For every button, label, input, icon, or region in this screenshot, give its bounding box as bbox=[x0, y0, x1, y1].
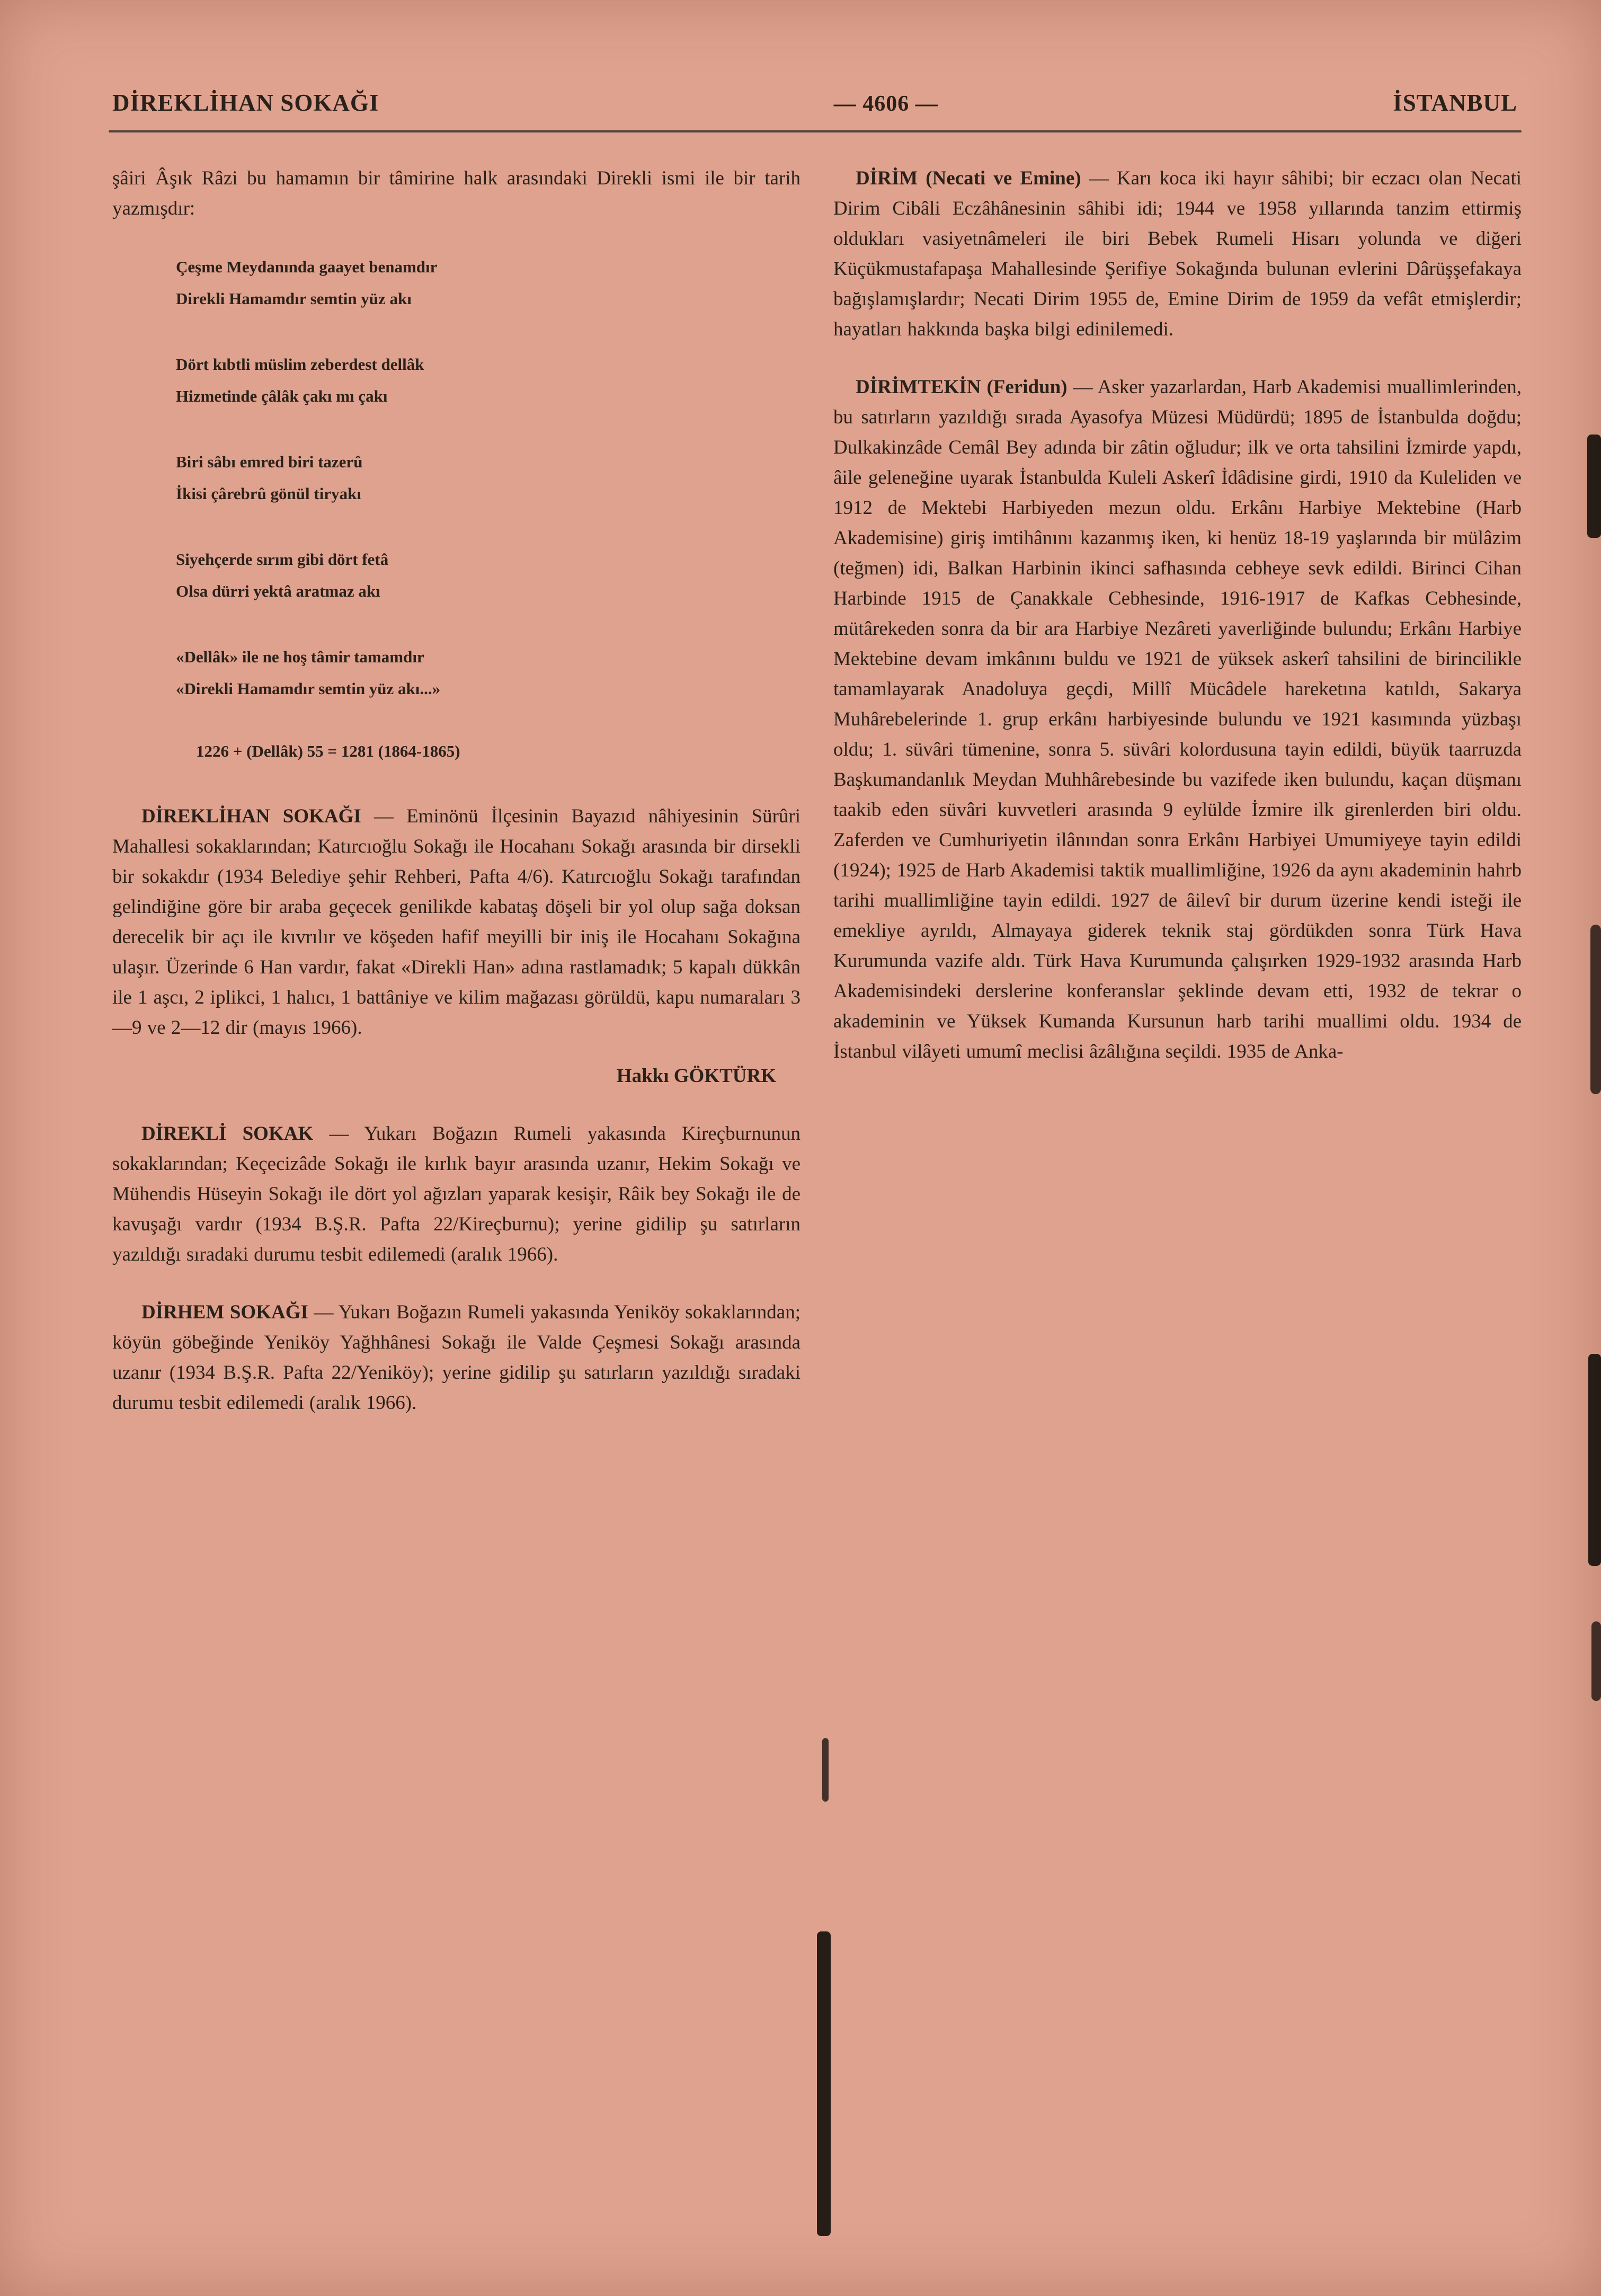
verse-stanza bbox=[176, 251, 800, 315]
article-title: DİRHEM SOKAĞI bbox=[141, 1301, 308, 1323]
verse-stanza bbox=[176, 446, 800, 510]
page-header bbox=[0, 0, 1601, 117]
ink-smudge-gutter-dot bbox=[822, 1738, 829, 1802]
chronogram-line: 1226 + (Dellâk) 55 = 1281 (1864-1865) bbox=[196, 742, 460, 760]
verse-line: Dört kıbtli müslim zeberdest dellâk bbox=[176, 355, 424, 374]
article-body: — Yukarı Boğazın Rumeli yakasında Kireçburnunun sokaklarından; Keçecizâde Sokağı ile kırlık bayır arasında uzanır, Hekim Sokağı ve Mühendis Hüseyin Sokağı ile dört yol ağızları yaparak kesişir, Râik bey Sokağı ile de kavuşağı vardır (1934 B.Ş.R. Pafta 22/Kireçburnu); yerine gidilip şu satırların yazıldığı sıradaki durumu tesbit edilemedi (aralık 1966). bbox=[112, 1123, 800, 1265]
right-column bbox=[833, 163, 1522, 1418]
continuation-paragraph: şâiri Âşık Râzi bu hamamın bir tâmirine halk arasındaki Direkli ismi ile bir tarih yazmışdır: bbox=[112, 167, 800, 219]
verse-line: «Dellâk» ile ne hoş tâmir tamamdır bbox=[176, 648, 424, 666]
verse-stanza bbox=[176, 641, 800, 705]
running-head-left: DİREKLİHAN SOKAĞI bbox=[112, 90, 379, 116]
article-dirimtekin bbox=[833, 372, 1522, 1067]
verse-block bbox=[176, 251, 800, 767]
article-title: DİRİM (Necati ve Emine) bbox=[856, 167, 1081, 189]
verse-line: Siyehçerde sırım gibi dört fetâ bbox=[176, 550, 389, 569]
left-column bbox=[112, 163, 800, 1418]
verse-stanza bbox=[176, 544, 800, 607]
article-body: — Karı koca iki hayır sâhibi; bir eczacı olan Necati Dirim Cibâli Eczâhânesinin sâhibi idi; 1944 ve 1958 yıllarında tanzim ettirmiş oldukları vasiyetnâmeleri ile biri Bebek Rumeli Hisarı yolunda ve diğeri Küçükmustafapaşa Mahallesinde Şerifiye Sokağında bulunan evlerini Dârüşşefakaya bağışlamışlardır; Necati Dirim 1955 de, Emine Dirim de 1959 da vefât etmişlerdir; hayatları hakkında başka bilgi edinilemedi. bbox=[833, 167, 1522, 340]
ink-smudge-right-1 bbox=[1587, 435, 1601, 538]
running-head-right: İSTANBUL bbox=[1393, 90, 1517, 116]
page-number: — 4606 — bbox=[833, 92, 938, 116]
author-signature: Hakkı GÖKTÜRK bbox=[616, 1065, 776, 1087]
verse-stanza bbox=[176, 349, 800, 412]
verse-line: Direkli Hamamdır semtin yüz akı bbox=[176, 289, 412, 308]
article-dirim bbox=[833, 163, 1522, 344]
verse-line: Biri sâbı emred biri tazerû bbox=[176, 453, 363, 471]
verse-line: Olsa dürri yektâ aratmaz akı bbox=[176, 582, 380, 600]
article-title: DİREKLİHAN SOKAĞI bbox=[141, 805, 361, 827]
text-columns bbox=[0, 132, 1601, 1418]
ink-smudge-right-3 bbox=[1588, 1354, 1601, 1566]
ink-smudge-gutter-bar bbox=[817, 1931, 831, 2236]
ink-smudge-right-2 bbox=[1590, 925, 1601, 1094]
article-dirhem-sokagi bbox=[112, 1297, 800, 1418]
ink-smudge-right-4 bbox=[1591, 1621, 1601, 1701]
verse-line: İkisi çârebrû gönül tiryakı bbox=[176, 484, 361, 503]
verse-line: Çeşme Meydanında gaayet benamdır bbox=[176, 258, 438, 276]
article-body: — Yukarı Boğazın Rumeli yakasında Yeniköy sokaklarından; köyün göbeğinde Yeniköy Yağhhânesi Sokağı ile Valde Çeşmesi Sokağı arasında uzanır (1934 B.Ş.R. Pafta 22/Yeniköy); yerine gidilip şu satırların yazıldığı sıradaki durumu tesbit edilemedi (aralık 1966). bbox=[112, 1301, 800, 1414]
verse-line: Hizmetinde çâlâk çakı mı çakı bbox=[176, 387, 388, 405]
article-direklihan-sokagi bbox=[112, 801, 800, 1043]
article-direkli-sokak bbox=[112, 1119, 800, 1270]
verse-line: «Direkli Hamamdır semtin yüz akı...» bbox=[176, 679, 441, 698]
article-body: — Asker yazarlardan, Harb Akademisi muallimlerinden, bu satırların yazıldığı sırada Ayasofya Müzesi Müdürdü; 1895 de İstanbulda doğdu; Dulkakinzâde Cemâl Bey adında bir zâtin oğludur; ilk ve orta tahsilini İzmirde yapdı, âile geleneğine uyarak İstanbulda Kuleli Askerî İdâdisine girdi, 1910 da Kuleliden ve 1912 de Mektebi Harbiyeden mezun oldu. Erkânı Harbiye Mektebine (Harb Akademisine) giriş imtihânını kazanmış iken, ki henüz 18-19 yaşlarında bir mülâzim (teğmen) idi, Balkan Harbinin ikinci safhasında cebheye sevk edildi. Birinci Cihan Harbinde 1915 de Çanakkale Cebhesinde, 1916-1917 de Kafkas Cebhesinde, mütârekeden sonra da bir ara Harbiye Nezâreti yaverliğinde bulundu; Erkânı Harbiye Mektebine devam imkânını buldu ve 1921 de yüksek askerî tahsilini de birincilikle tamamlayarak Anadoluya geçdi, Millî Mücâdele hareketına katıldı, Sakarya Muhârebelerinde 1. grup erkânı harbiyesinde bulundu ve 1921 kasımında yüzbaşı oldu; 1. süvâri tümenine, sonra 5. süvâri kolordusuna tayin edildi, büyük taarruzda Başkumandanlık Meydan Muhhârebesinde bu vazifede iken bulundu, kaçan düşmanı taakib eden süvâri kuvvetleri arasında 9 eylülde İzmire ilk girenlerden biri oldu. Zaferden ve Cumhuriyetin ilânından sonra Erkânı Harbiyei Umumiyeye tayin edildi (1924); 1925 de Harb Akademisi taktik muallimliğine, 1926 da aynı akademinin hahrb tarihi muallimliğine tayin edildi. 1927 de âilevî bir durum üzerine kendi isteği ile emekliye ayrıldı, Almayaya giderek teknik staj gördükden sonra Türk Hava Kurumunda vazife aldı. Türk Hava Kurumunda çalışırken 1929-1932 arasında Harb Akademisindeki derslerine konferanslar şeklinde devam etti, 1932 de tekrar o akademinin ve Yüksek Kumanda Kursunun harb tarihi muallimi oldu. 1934 de İstanbul vilâyeti umumî meclisi âzâlığına seçildi. 1935 de Anka- bbox=[833, 376, 1522, 1062]
article-title: DİREKLİ SOKAK bbox=[141, 1123, 314, 1145]
article-title: DİRİMTEKİN (Feridun) bbox=[856, 376, 1068, 398]
article-body: — Eminönü İlçesinin Bayazıd nâhiyesinin Sürûri Mahallesi sokaklarından; Katırcıoğlu Sokağı ile Hocahanı Sokağı arasında bir dirsekli bir sokakdır (1934 Belediye şehir Rehberi, Pafta 4/6). Katırcıoğlu Sokağı tarafından gelindiğine göre bir araba geçecek genilikde kabataş döşeli bir yol olup sağa doksan derecelik bir açı ile kıvrılır ve köşeden hafif meyilli bir iniş ile Hocahanı Sokağına ulaşır. Üzerinde 6 Han vardır, fakat «Direkli Han» adına rastlamadık; 5 kapalı dükkân ile 1 aşcı, 2 iplikci, 1 halıcı, 1 battâniye ve kilim mağazası görüldü, kapu numaraları 3—9 ve 2—12 dir (mayıs 1966). bbox=[112, 805, 800, 1039]
